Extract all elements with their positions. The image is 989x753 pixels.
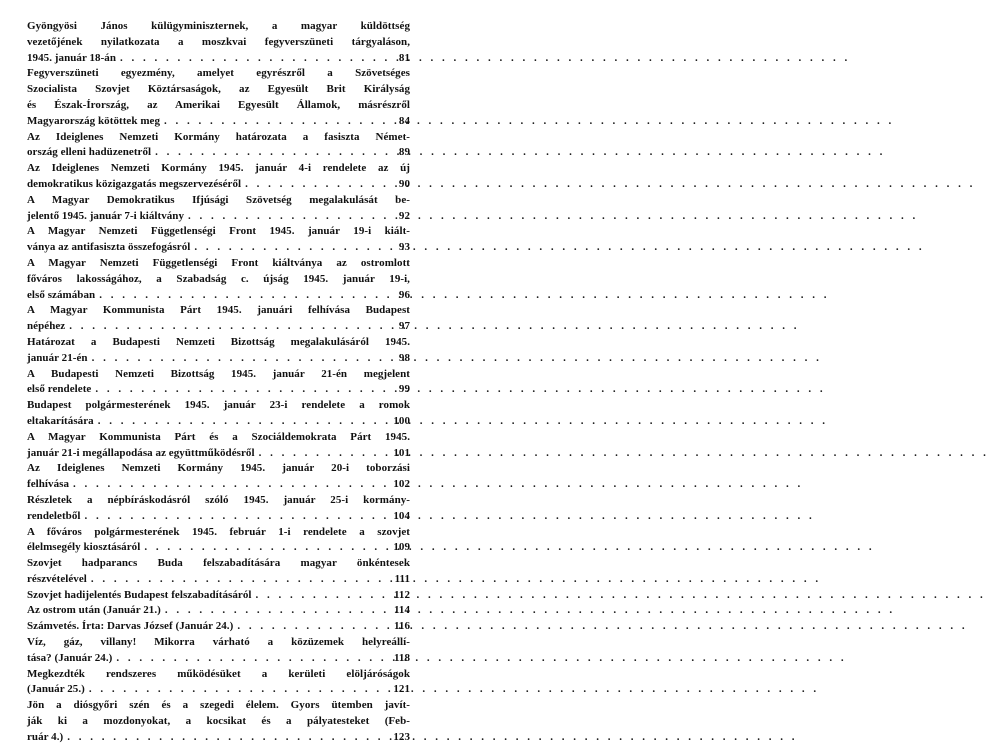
toc-entry-line (27, 272, 410, 288)
toc-entry-last-line (27, 351, 410, 367)
toc-entry-last-line (27, 682, 410, 698)
toc-entry-title-text: Szovjet hadijelentés Budapest felszabadításáról (27, 588, 252, 601)
page-number: 118 (393, 651, 410, 664)
page-number: 92 (398, 209, 410, 222)
page-number: 99 (398, 383, 410, 396)
toc-entry-last-line (27, 240, 410, 256)
toc-entry-title-text: Fegyverszüneti egyezmény, amelyet egyrészről a Szövetséges (27, 67, 410, 80)
toc-entry-title-text: vezetőjének nyilatkozata a moszkvai fegyverszüneti tárgyaláson, (27, 35, 410, 48)
book-page (0, 0, 427, 753)
toc-entry-title-text: felhívása (27, 478, 70, 491)
toc-entry-title-text: eltakarítására (27, 414, 94, 427)
toc-entry-line (27, 335, 410, 351)
page-number: 104 (393, 509, 410, 522)
toc-entry-title-text: A Magyar Nemzeti Függetlenségi Front kiáltványa az ostromlott (27, 256, 410, 269)
toc-entry-title-text: Szocialista Szovjet Köztársaságok, az Egyesült Brit Királyság (27, 83, 410, 96)
toc-entry-title-text: Jön a diósgyőri szén és a szegedi élelem. Gyors ütemben javít- (27, 699, 410, 712)
page-number: 102 (393, 478, 410, 491)
toc-entry-line (27, 66, 410, 82)
toc-entry-title-text: január 21-én (27, 351, 88, 364)
toc-entry-title-text: Szovjet hadparancs Buda felszabadítására magyar önkéntesek (27, 557, 410, 570)
dot-leader (116, 51, 382, 67)
dot-leader (151, 145, 382, 161)
toc-entry-last-line (27, 572, 410, 588)
toc-entry-title-text: Az ostrom után (Január 21.) (27, 604, 161, 617)
toc-entry-last-line (27, 446, 410, 462)
page-number: 97 (398, 320, 410, 333)
toc-entry (27, 667, 410, 699)
toc-entry-line (27, 698, 410, 714)
toc-entry-last-line (27, 177, 410, 193)
toc-entry-line (27, 667, 410, 683)
page-number: 123 (393, 730, 410, 743)
toc-entry (27, 19, 410, 66)
toc-entry (27, 698, 410, 745)
toc-entry-last-line (27, 540, 410, 556)
toc-entry-line (27, 224, 410, 240)
toc-entry-line (27, 35, 410, 51)
toc-entry-title-text: Az Ideiglenes Nemzeti Kormány 1945. január 4-i rendelete az új (27, 162, 410, 175)
toc-entry-title-text: Az Ideiglenes Nemzeti Kormány határozata a fasiszta Német- (27, 130, 410, 143)
dot-leader (160, 114, 382, 130)
toc-entry-last-line (27, 619, 410, 635)
toc-entry-title-text: ruár 4.) (27, 730, 64, 743)
toc-entry (27, 493, 410, 525)
toc-entry-title-text: főváros lakosságához, a Szabadság c. újság 1945. január 19-i, (27, 272, 410, 285)
toc-entry-last-line (27, 382, 410, 398)
toc-entry-line (27, 493, 410, 509)
toc-entry-title-text: A Magyar Demokratikus Ifjúsági Szövetség megalakulását be- (27, 193, 410, 206)
dot-leader (251, 588, 382, 604)
toc-entry (27, 66, 410, 129)
page-number: 101 (393, 446, 410, 459)
page-number: 98 (398, 351, 410, 364)
toc-entry-last-line (27, 145, 410, 161)
toc-entry-line (27, 19, 410, 35)
toc-entry-title-text: demokratikus közigazgatás megszervezéséről (27, 177, 242, 190)
toc-entry-line (27, 461, 410, 477)
toc-entry-line (27, 398, 410, 414)
page-number: 112 (393, 588, 410, 601)
toc-entry-last-line (27, 209, 410, 225)
toc-entry-title-text: A főváros polgármesterének 1945. február 1-i rendelete a szovjet (27, 525, 410, 538)
dot-leader (140, 540, 382, 556)
toc-entry (27, 335, 410, 367)
toc-entry-line (27, 161, 410, 177)
toc-entry-line (27, 525, 410, 541)
toc-entry-title-text: első rendelete (27, 383, 92, 396)
toc-entry (27, 525, 410, 557)
toc-entry-last-line (27, 603, 410, 619)
dot-leader (95, 288, 382, 304)
toc-entry-line (27, 556, 410, 572)
toc-entry-title-text: (Január 25.) (27, 683, 85, 696)
page-number: 84 (398, 114, 410, 127)
toc-entry-title-text: Az Ideiglenes Nemzeti Kormány 1945. január 20-i toborzási (27, 462, 410, 475)
page-number: 121 (393, 683, 410, 696)
dot-leader (87, 572, 382, 588)
toc-entry-title-text: A Budapesti Nemzeti Bizottság 1945. január 21-én megjelent (27, 367, 410, 380)
toc-entry-title-text: Budapest polgármesterének 1945. január 23-i rendelete a romok (27, 399, 410, 412)
toc-entry (27, 398, 410, 430)
toc-entry (27, 619, 410, 635)
toc-entry-line (27, 635, 410, 651)
toc-entry-title-text: A Magyar Kommunista Párt és a Szociáldemokrata Párt 1945. (27, 430, 410, 443)
toc-entry-line (27, 430, 410, 446)
dot-leader (255, 446, 382, 462)
toc-entry-line (27, 130, 410, 146)
toc-entry-last-line (27, 114, 410, 130)
toc-entry-title-text: A Magyar Kommunista Párt 1945. januári felhívása Budapest (27, 304, 410, 317)
toc-entry (27, 367, 410, 399)
page-number: 93 (398, 241, 410, 254)
page-number: 89 (398, 146, 410, 159)
page-number: 81 (398, 51, 410, 64)
dot-leader (241, 177, 382, 193)
toc-entry-title-text: Magyarország kötöttek meg (27, 114, 161, 127)
toc-entry-title-text: Víz, gáz, villany! Mikorra várható a közüzemek helyreállí- (27, 636, 410, 649)
toc-entry-line (27, 256, 410, 272)
dot-leader (190, 240, 382, 256)
toc-entry-title-text: részvételével (27, 572, 87, 585)
dot-leader (69, 477, 382, 493)
page-number: 90 (398, 177, 410, 190)
toc-entry (27, 130, 410, 162)
toc-entry (27, 256, 410, 303)
toc-entry-line (27, 714, 410, 730)
toc-entry-title-text: 1945. január 18-án (27, 51, 117, 64)
page-number: 111 (394, 572, 410, 585)
toc-entry-title-text: rendeletből (27, 509, 81, 522)
toc-entry (27, 603, 410, 619)
toc-entry-last-line (27, 730, 410, 746)
dot-leader (112, 651, 382, 667)
toc-entry (27, 588, 410, 604)
toc-entry-line (27, 303, 410, 319)
toc-entry-last-line (27, 651, 410, 667)
dot-leader (88, 351, 382, 367)
toc-entry (27, 161, 410, 193)
dot-leader (63, 730, 382, 746)
dot-leader (85, 682, 382, 698)
dot-leader (65, 319, 382, 335)
dot-leader (81, 509, 382, 525)
toc-entry (27, 635, 410, 667)
toc-entry-line (27, 82, 410, 98)
toc-entry-last-line (27, 477, 410, 493)
toc-entry-last-line (27, 588, 410, 604)
toc-entry-title-text: ország elleni hadüzenetről (27, 146, 152, 159)
toc-entry (27, 224, 410, 256)
toc-entry (27, 303, 410, 335)
toc-entry-last-line (27, 288, 410, 304)
toc-entry-last-line (27, 319, 410, 335)
toc-entry (27, 556, 410, 588)
page-number: 100 (393, 414, 410, 427)
toc-entry-last-line (27, 414, 410, 430)
toc-entry-title-text: és Észak-Írország, az Amerikai Egyesült Államok, másrészről (27, 98, 410, 111)
toc-entry (27, 193, 410, 225)
toc-entry-title-text: élelmsegély kiosztásáról (27, 541, 141, 554)
toc-entry-title-text: tása? (Január 24.) (27, 651, 113, 664)
toc-entry-title-text: A Magyar Nemzeti Függetlenségi Front 1945. január 19-i kiált- (27, 225, 410, 238)
toc-entry-title-text: első számában (27, 288, 96, 301)
page-number: 114 (393, 604, 410, 617)
toc-entry-title-text: Határozat a Budapesti Nemzeti Bizottság megalakulásáról 1945. (27, 335, 410, 348)
toc-entry-line (27, 367, 410, 383)
dot-leader (94, 414, 382, 430)
dot-leader (91, 382, 382, 398)
page-number: 96 (398, 288, 410, 301)
toc-entry-title-text: Részletek a népbíráskodásról szóló 1945. január 25-i kormány- (27, 493, 410, 506)
toc-entry (27, 430, 410, 462)
page-number: 116 (393, 620, 410, 633)
toc-entry-line (27, 193, 410, 209)
table-of-contents (27, 19, 410, 746)
toc-entry (27, 461, 410, 493)
toc-entry-title-text: népéhez (27, 320, 66, 333)
page-number: 109 (393, 541, 410, 554)
dot-leader (161, 603, 382, 619)
toc-entry-last-line (27, 51, 410, 67)
toc-entry-title-text: jelentő 1945. január 7-i kiáltvány (27, 209, 185, 222)
toc-entry-title-text: ják ki a mozdonyokat, a kocsikat és a pályatesteket (Feb- (27, 715, 410, 728)
dot-leader (233, 619, 382, 635)
toc-entry-title-text: Gyöngyösi János külügyminiszternek, a magyar küldöttség (27, 20, 410, 32)
toc-entry-last-line (27, 509, 410, 525)
toc-entry-title-text: Megkezdték rendszeres működésüket a kerületi elöljáróságok (27, 667, 410, 680)
toc-entry-title-text: Számvetés. Írta: Darvas József (Január 24.) (27, 620, 234, 633)
dot-leader (184, 209, 382, 225)
toc-entry-title-text: január 21-i megállapodása az együttműködésről (27, 446, 255, 459)
toc-entry-title-text: ványa az antifasiszta összefogásról (27, 241, 191, 254)
toc-entry-line (27, 98, 410, 114)
